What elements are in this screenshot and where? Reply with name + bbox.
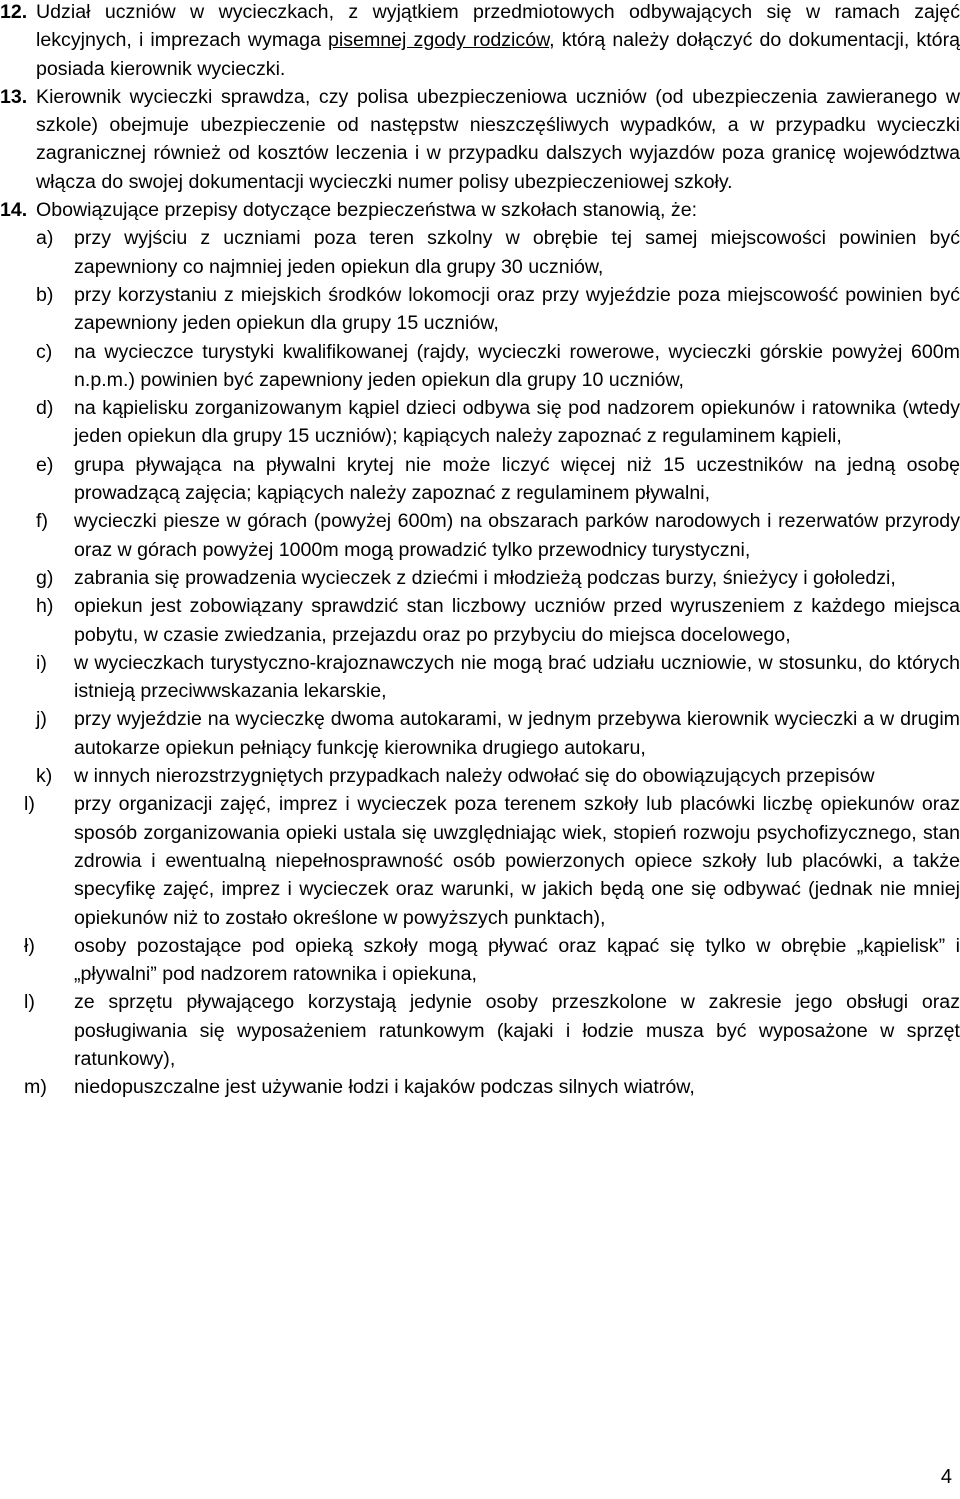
list-item [0,932,960,989]
point-13 [0,83,960,196]
item-letter: j) [36,708,47,731]
item-letter: d) [36,397,54,420]
item-letter: ł) [24,934,35,957]
list-item [0,507,960,564]
list-item [0,224,960,281]
list-item [0,281,960,338]
list-item [0,1073,960,1101]
item-letter: f) [36,510,48,533]
list-item [0,451,960,508]
item-text: na wycieczce turystyki kwalifikowanej (rajdy, wycieczki rowerowe, wycieczki górskie powyżej 600m n.p.m.) powinien być zapewniony jeden opiekun dla grupy 10 uczniów, [74,340,960,391]
list-item [0,988,960,1073]
item-letter: g) [36,566,54,589]
point-number: 14. [0,199,28,222]
item-text: w innych nierozstrzygniętych przypadkach należy odwołać się do obowiązujących przepisów [74,765,875,788]
item-letter: i) [36,651,47,674]
item-text: na kąpielisku zorganizowanym kąpiel dzieci odbywa się pod nadzorem opiekunów i ratownika (wtedy jeden opiekun dla grupy 15 uczniów); kąpiących należy zapoznać z regulaminem kąpieli, [74,397,960,448]
list-item [0,649,960,706]
item-text: niedopuszczalne jest używanie łodzi i kajaków podczas silnych wiatrów, [74,1076,695,1099]
item-text: ze sprzętu pływającego korzystają jedynie osoby przeszkolone w zakresie jego obsługi oraz posługiwania się wyposażeniem ratunkowym (kajaki i łodzie musza być wyposażone w sprzęt ratunkowy), [74,991,960,1070]
item-letter: m) [24,1076,47,1099]
item-letter: e) [36,453,54,476]
page-number: 4 [940,1466,952,1488]
point-14 [0,196,960,224]
item-letter: c) [36,340,53,363]
item-text: osoby pozostające pod opieką szkoły mogą pływać oraz kąpać się tylko w obrębie „kąpielisk” i „pływalni” pod nadzorem ratownika i opiekuna, [74,934,960,986]
item-text: grupa pływająca na pływalni krytej nie może liczyć więcej niż 15 uczestników na jedną osobę prowadzącą zajęcia; kąpiących należy zapoznać z regulaminem pływalni, [74,453,960,505]
item-text: przy organizacji zajęć, imprez i wycieczek poza terenem szkoły lub placówki liczbę opiekunów oraz sposób zorganizowania opieki ustala się uwzględniając wiek, stopień rozwoju psychofizycznego, stan zdrowia i ewentualną niepełnosprawność osób powierzonych opiece szkoły lub placówki, a także specyfikę zajęć, imprez i wycieczek oraz warunki, w jakich będą one się odbywać (jednak nie mniej opiekunów niż to zostało określone w powyższych punktach), [74,793,960,929]
item-text: w wycieczkach turystyczno-krajoznawczych nie mogą brać udziału uczniowie, w stosunku, do których istnieją przeciwwskazania lekarskie, [74,651,960,703]
safety-rules-list [0,224,960,1101]
underlined-phrase: pisemnej zgody rodziców [328,29,550,52]
list-item [0,338,960,395]
list-item [0,790,960,931]
item-text: przy korzystaniu z miejskich środków lokomocji oraz przy wyjeździe poza miejscowość powinien być zapewniony jeden opiekun dla grupy 15 uczniów, [74,283,960,335]
list-item [0,592,960,649]
item-letter: a) [36,227,54,250]
point-number: 13. [0,85,28,108]
item-letter: h) [36,595,54,618]
item-letter: l) [24,793,35,816]
list-item [0,394,960,451]
item-text: przy wyjeździe na wycieczkę dwoma autokarami, w jednym przebywa kierownik wycieczki a w drugim autokarze opiekun pełniący funkcję kierownika drugiego autokaru, [74,708,960,759]
item-letter: b) [36,283,54,306]
item-text: zabrania się prowadzenia wycieczek z dziećmi i młodzieżą podczas burzy, śnieżycy i gołoledzi, [74,566,896,589]
item-letter: k) [36,765,53,788]
item-text: wycieczki piesze w górach (powyżej 600m) na obszarach parków narodowych i rezerwatów przyrody oraz w górach powyżej 1000m mogą prowadzić tylko przewodnicy turystyczni, [74,510,960,561]
list-item [0,564,960,592]
point-text: Obowiązujące przepisy dotyczące bezpieczeństwa w szkołach stanowią, że: [36,199,698,222]
item-letter: l) [24,991,35,1014]
point-text: Udział uczniów w wycieczkach, z wyjątkiem przedmiotowych odbywających się w ramach zajęć lekcyjnych, i imprezach wymaga pisemnej zgody rodziców, którą należy dołączyć do dokumentacji, którą posiada kierownik wycieczki. [36,1,960,80]
point-12 [0,0,960,83]
list-item [0,705,960,762]
list-item [0,762,960,790]
item-text: przy wyjściu z uczniami poza teren szkolny w obrębie tej samej miejscowości powinien być zapewniony co najmniej jeden opiekun dla grupy 30 uczniów, [74,227,960,278]
item-text: opiekun jest zobowiązany sprawdzić stan liczbowy uczniów przed wyruszeniem z każdego miejsca pobytu, w czasie zwiedzania, przejazdu oraz po przybyciu do miejsca docelowego, [74,595,960,646]
point-text: Kierownik wycieczki sprawdza, czy polisa ubezpieczeniowa uczniów (od ubezpieczenia zawieranego w szkole) obejmuje ubezpieczenie od następstw nieszczęśliwych wypadków, a w przypadku wycieczki zagranicznej również od kosztów leczenia i w przypadku dalszych wyjazdów poza granicę województwa włącza do swojej dokumentacji wycieczki numer polisy ubezpieczeniowej szkoły. [36,85,960,193]
point-number: 12. [0,1,28,23]
